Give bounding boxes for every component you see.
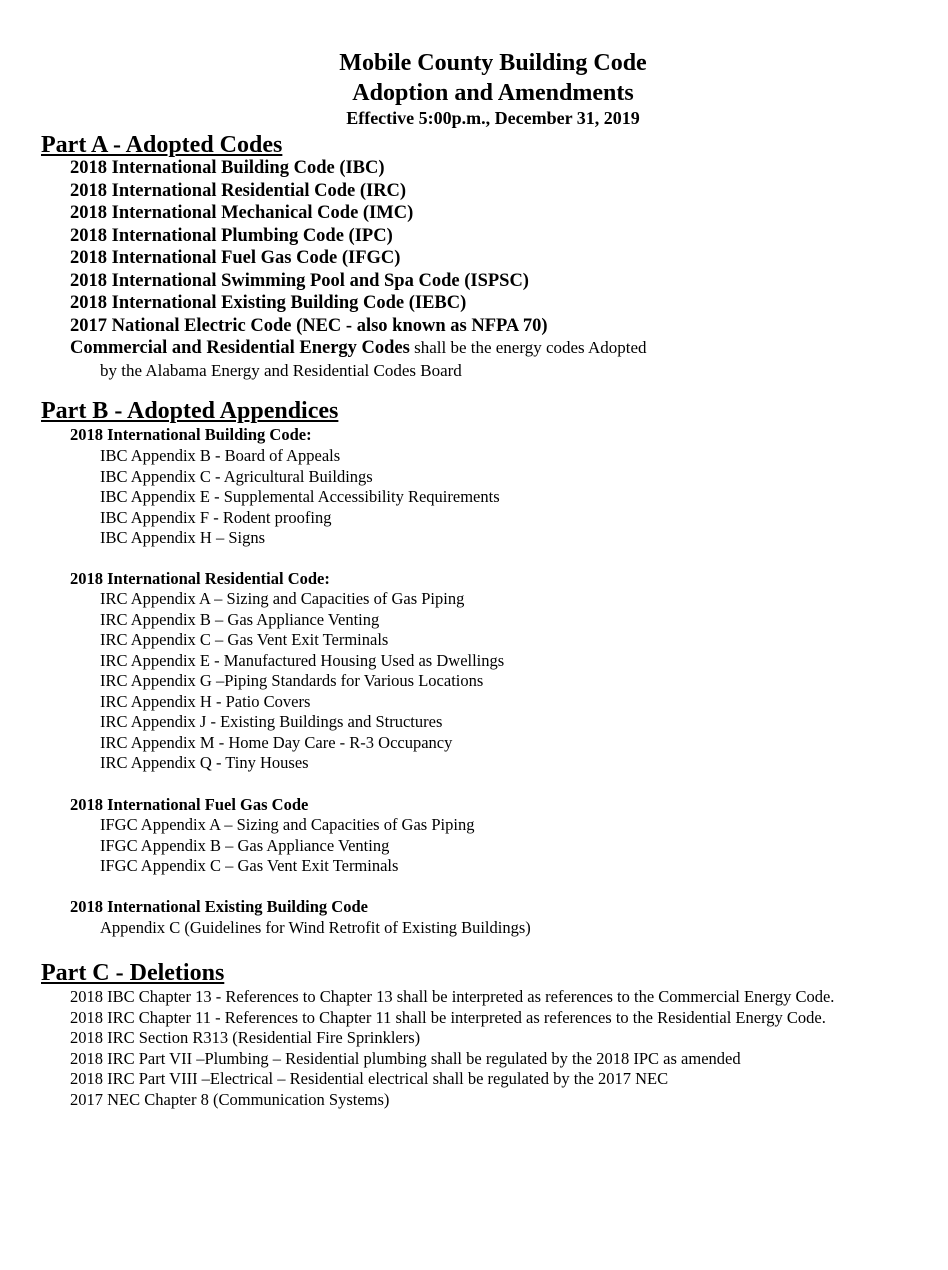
adopted-code-item: 2018 International Residential Code (IRC) — [70, 180, 407, 201]
appendix-item: IBC Appendix C - Agricultural Buildings — [100, 466, 373, 486]
appendix-item: Appendix C (Guidelines for Wind Retrofit of Existing Buildings) — [100, 918, 531, 937]
title-block — [0, 48, 948, 130]
adopted-code-item: 2018 International Building Code (IBC) — [70, 158, 385, 178]
appendix-item: IRC Appendix B – Gas Appliance Venting — [100, 609, 380, 629]
appendix-item: IBC Appendix H – Signs — [100, 528, 266, 547]
irc-appendices-list — [100, 589, 504, 774]
iebc-appendices-title: 2018 International Existing Building Code — [70, 897, 368, 916]
appendix-item: IRC Appendix J - Existing Buildings and Structures — [100, 712, 443, 731]
deletion-item: 2018 IRC Section R313 (Residential Fire Sprinklers) — [70, 1028, 421, 1047]
appendix-item: IFGC Appendix C – Gas Vent Exit Terminals — [100, 856, 399, 875]
appendix-item: IRC Appendix A – Sizing and Capacities of Gas Piping — [100, 589, 465, 608]
energy-codes-item — [70, 337, 647, 360]
iebc-appendices-list — [100, 918, 531, 939]
appendix-item: IRC Appendix C – Gas Vent Exit Terminals — [100, 630, 389, 649]
appendix-item: IRC Appendix E - Manufactured Housing Used as Dwellings — [100, 650, 505, 670]
appendix-item: IBC Appendix F - Rodent proofing — [100, 507, 332, 527]
energy-codes-text: shall be the energy codes Adopted — [409, 338, 647, 357]
deletion-item: 2018 IRC Part VII –Plumbing – Residential plumbing shall be regulated by the 2018 IPC as amended — [70, 1048, 741, 1068]
adopted-code-item: 2017 National Electric Code (NEC - also known as NFPA 70) — [70, 315, 548, 336]
deletion-item: 2018 IRC Chapter 11 - References to Chapter 11 shall be interpreted as references to the Residential Energy Code. — [70, 1007, 826, 1027]
document-title-line-1: Mobile County Building Code — [339, 50, 647, 76]
part-c-heading: Part C - Deletions — [41, 960, 225, 986]
adopted-code-item: 2018 International Plumbing Code (IPC) — [70, 225, 393, 246]
adopted-code-item: 2018 International Fuel Gas Code (IFGC) — [70, 248, 401, 268]
adopted-code-item: 2018 International Mechanical Code (IMC) — [70, 203, 414, 223]
energy-codes-label: Commercial and Residential Energy Codes — [70, 338, 410, 358]
document-title-line-2: Adoption and Amendments — [352, 80, 634, 106]
adopted-code-item: 2018 International Swimming Pool and Spa Code (ISPSC) — [70, 270, 529, 291]
appendix-item: IRC Appendix G –Piping Standards for Various Locations — [100, 671, 484, 690]
effective-date: Effective 5:00p.m., December 31, 2019 — [346, 108, 640, 128]
part-a-heading: Part A - Adopted Codes — [41, 132, 283, 158]
appendix-item: IRC Appendix M - Home Day Care - R-3 Occupancy — [100, 732, 453, 752]
deletion-item: 2018 IBC Chapter 13 - References to Chapter 13 shall be interpreted as references to the Commercial Energy Code. — [70, 987, 835, 1006]
adopted-code-item: 2018 International Existing Building Code (IEBC) — [70, 293, 467, 313]
appendix-item: IBC Appendix E - Supplemental Accessibility Requirements — [100, 487, 500, 506]
adopted-codes-list — [70, 157, 647, 381]
deletions-list — [70, 987, 834, 1110]
irc-appendices-title: 2018 International Residential Code: — [70, 569, 330, 588]
appendix-item: IBC Appendix B - Board of Appeals — [100, 446, 341, 465]
appendix-item: IFGC Appendix A – Sizing and Capacities of Gas Piping — [100, 815, 475, 834]
ifgc-appendices-title: 2018 International Fuel Gas Code — [70, 795, 309, 814]
appendix-item: IRC Appendix Q - Tiny Houses — [100, 753, 309, 772]
deletion-item: 2018 IRC Part VIII –Electrical – Residential electrical shall be regulated by the 2017 NEC — [70, 1069, 669, 1088]
deletion-item: 2017 NEC Chapter 8 (Communication Systems) — [70, 1089, 390, 1109]
part-b-heading: Part B - Adopted Appendices — [41, 398, 339, 424]
ifgc-appendices-list — [100, 815, 474, 877]
ibc-appendices-title: 2018 International Building Code: — [70, 425, 312, 444]
energy-codes-continuation: by the Alabama Energy and Residential Codes Board — [100, 360, 462, 380]
ibc-appendices-list — [100, 446, 500, 549]
appendix-item: IFGC Appendix B – Gas Appliance Venting — [100, 835, 390, 855]
appendix-item: IRC Appendix H - Patio Covers — [100, 691, 311, 711]
